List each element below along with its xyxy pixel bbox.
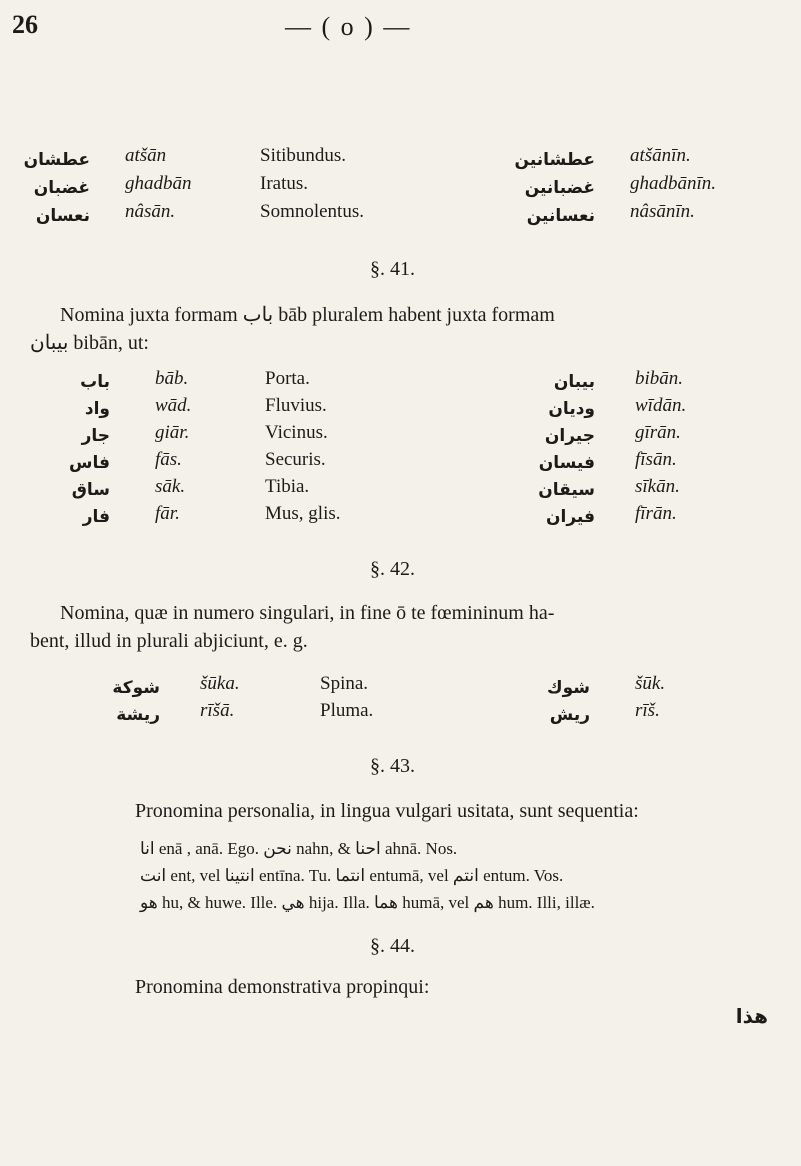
arabic-plural: غضبانين	[524, 178, 595, 198]
paragraph-line: بيبان bibān, ut:	[30, 332, 149, 354]
section-heading: §. 42.	[370, 558, 415, 580]
transliteration-plural: gīrān.	[635, 422, 681, 443]
transliteration-plural: fīsān.	[635, 449, 677, 470]
latin-meaning: Pluma.	[320, 700, 374, 721]
latin-meaning: Mus, glis.	[265, 503, 341, 524]
arabic-singular: باب	[80, 372, 110, 392]
latin-meaning: Sitibundus.	[260, 145, 347, 166]
latin-meaning: Fluvius.	[265, 395, 327, 416]
transliteration: ghadbān	[125, 173, 192, 194]
section-heading: §. 43.	[370, 755, 415, 777]
page-number: 26	[12, 10, 38, 39]
transliteration: fās.	[155, 449, 182, 470]
latin-meaning: Iratus.	[260, 173, 309, 194]
arabic-plural: عطشانين	[514, 150, 595, 170]
transliteration: atšān	[125, 145, 167, 166]
paragraph-line: Pronomina demonstrativa propinqui:	[135, 976, 430, 998]
arabic-singular: ساق	[71, 480, 110, 500]
transliteration: wād.	[155, 395, 192, 416]
arabic-singular: عطشان	[23, 150, 90, 170]
transliteration: bāb.	[155, 368, 189, 389]
paragraph-line: bent, illud in plurali abjiciunt, e. g.	[30, 630, 308, 652]
arabic-plural: شوك	[547, 678, 590, 698]
pronoun-line: انت ent, vel انتينا entīna. Tu. انتما entumā, vel انتم entum. Vos.	[140, 866, 564, 885]
latin-meaning: Securis.	[265, 449, 326, 470]
transliteration-plural: ghadbānīn.	[630, 173, 717, 194]
transliteration-plural: bibān.	[635, 368, 684, 389]
transliteration-plural: šūk.	[635, 673, 666, 694]
arabic-plural: جيران	[544, 426, 595, 446]
arabic-singular: جار	[81, 426, 110, 446]
arabic-plural: ريش	[549, 705, 590, 725]
transliteration-plural: rīš.	[635, 700, 660, 721]
transliteration-plural: sīkān.	[635, 476, 680, 497]
arabic-plural: نعسانين	[526, 206, 595, 226]
arabic-plural: بيبان	[553, 372, 595, 392]
arabic-singular: واد	[84, 399, 110, 419]
arabic-singular: نعسان	[35, 206, 90, 226]
transliteration-plural: atšānīn.	[630, 145, 691, 166]
latin-meaning: Vicinus.	[265, 422, 328, 443]
arabic-plural: وديان	[548, 399, 595, 419]
transliteration: nâsān.	[125, 201, 176, 222]
transliteration: sāk.	[155, 476, 186, 497]
section-heading: §. 41.	[370, 258, 415, 280]
arabic-singular: شوكة	[112, 678, 160, 698]
paragraph-line: Nomina, quæ in numero singulari, in fine ō te fœmininum ha-	[60, 602, 555, 624]
pronoun-line: انا enā , anā. Ego. نحن nahn, & احنا ahnā. Nos.	[140, 839, 458, 858]
latin-meaning: Tibia.	[265, 476, 310, 497]
paragraph-line: Pronomina personalia, in lingua vulgari usitata, sunt sequentia:	[135, 800, 639, 822]
transliteration: rīšā.	[200, 700, 235, 721]
arabic-plural: فيسان	[538, 453, 595, 473]
latin-meaning: Spina.	[320, 673, 369, 694]
arabic-singular: ريشة	[116, 705, 160, 725]
transliteration: giār.	[155, 422, 190, 443]
section-heading: §. 44.	[370, 935, 415, 957]
latin-meaning: Porta.	[265, 368, 310, 389]
transliteration-plural: wīdān.	[635, 395, 687, 416]
paragraph-line: Nomina juxta formam باب bāb pluralem habent juxta formam	[60, 304, 555, 326]
arabic-plural: سيقان	[538, 480, 595, 500]
pronoun-line: هو hu, & huwe. Ille. هي hija. Illa. هما humā, vel هم hum. Illi, illæ.	[140, 893, 595, 912]
arabic-singular: فار	[82, 507, 110, 527]
arabic-singular: غضبان	[33, 178, 90, 198]
transliteration: fār.	[155, 503, 180, 524]
latin-meaning: Somnolentus.	[260, 201, 364, 222]
arabic-plural: فيران	[546, 507, 595, 527]
transliteration-plural: fīrān.	[635, 503, 677, 524]
transliteration-plural: nâsānīn.	[630, 201, 695, 222]
transliteration: šūka.	[200, 673, 240, 694]
running-head: — ( o ) —	[285, 12, 412, 41]
arabic-singular: فاس	[69, 453, 110, 473]
catchword: هذا	[735, 1004, 768, 1028]
